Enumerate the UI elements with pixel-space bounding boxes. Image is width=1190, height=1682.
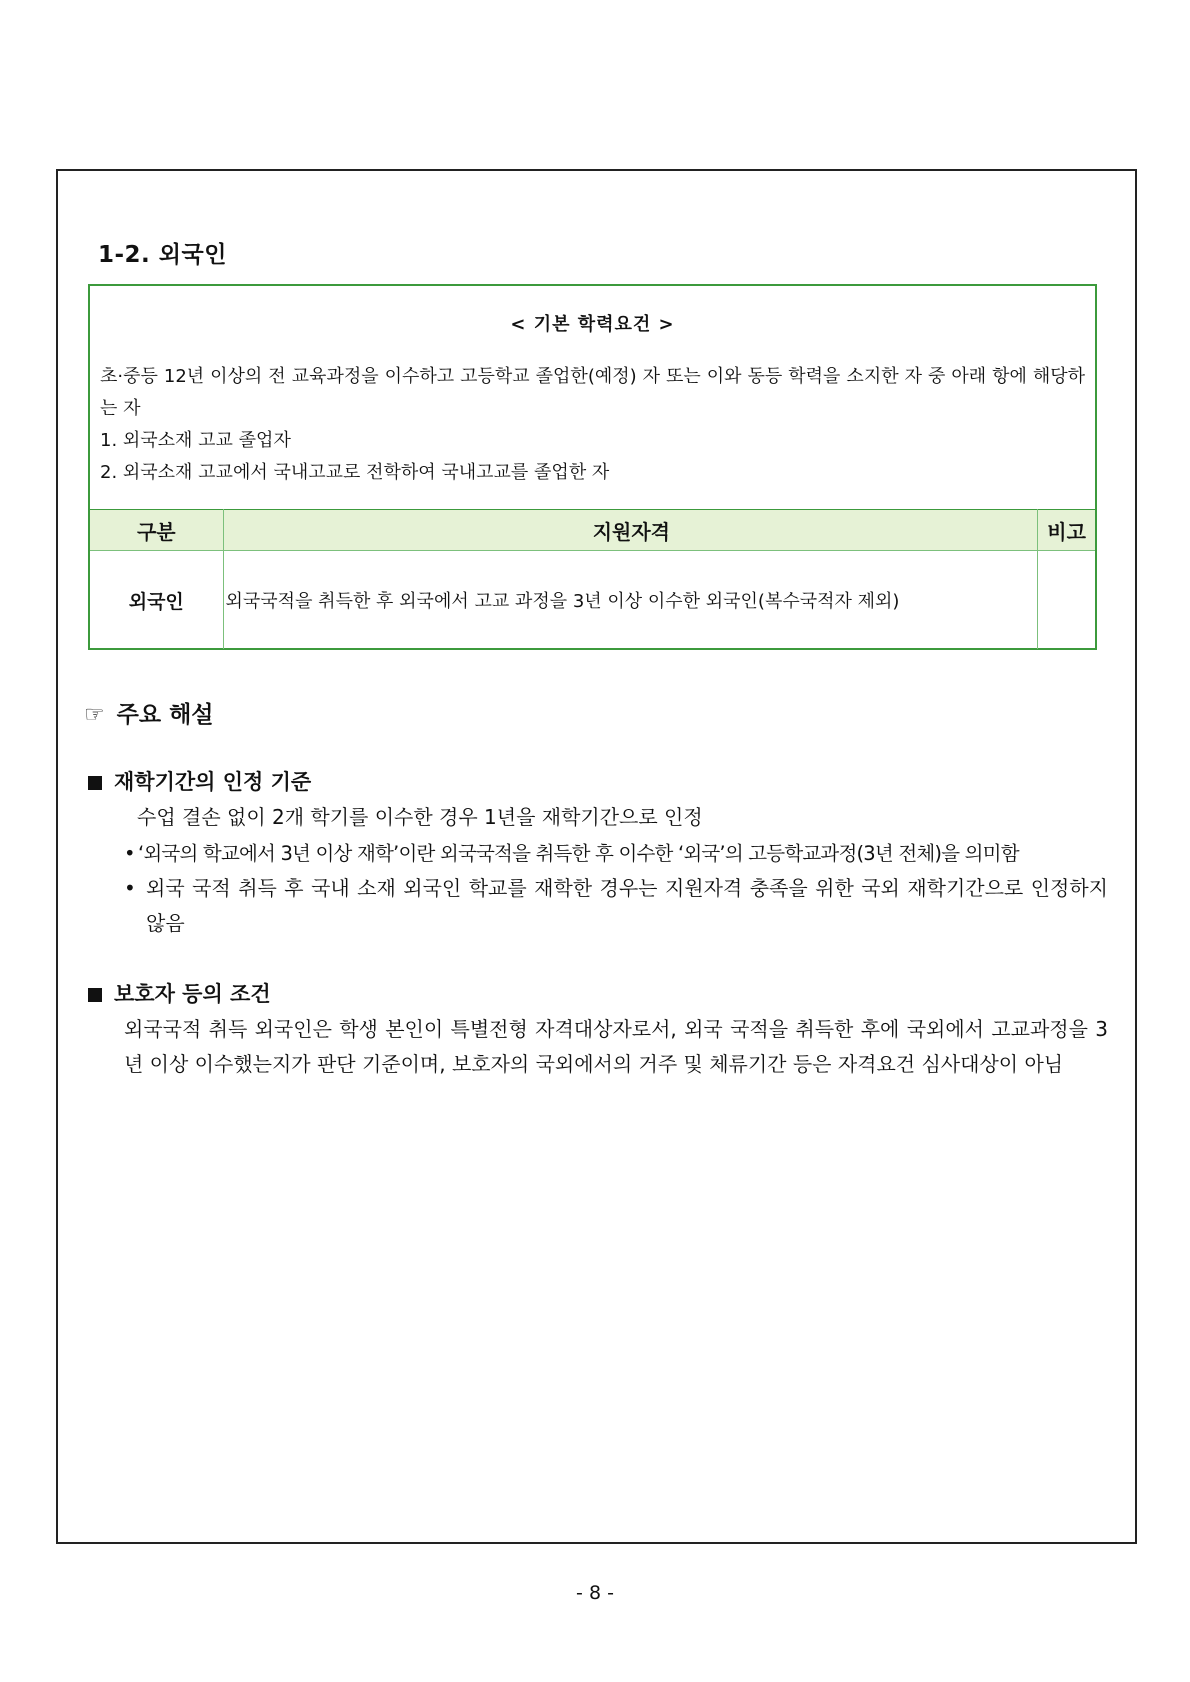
- bullet-dot: •: [124, 876, 136, 900]
- table-header-row: [90, 510, 1095, 551]
- cell-category: 외국인: [90, 551, 223, 650]
- list-item: [124, 871, 1108, 941]
- requirements-heading: < 기본 학력요건 >: [510, 314, 675, 335]
- section-title: 1-2. 외국인: [98, 242, 227, 268]
- requirements-box: [88, 284, 1097, 650]
- explanation-title: [84, 696, 214, 729]
- explanation-title-text: 주요 해설: [116, 702, 214, 728]
- page-number: - 8 -: [576, 1582, 614, 1604]
- subsection-intro: 수업 결손 없이 2개 학기를 이수한 경우 1년을 재학기간으로 인정: [137, 805, 703, 829]
- column-header-note: 비고: [1038, 510, 1095, 551]
- square-bullet-icon: [88, 776, 102, 790]
- list-item: [124, 836, 1124, 871]
- subsection-title-text: 보호자 등의 조건: [114, 982, 271, 1006]
- bullet-dot: •: [124, 842, 135, 865]
- cell-qualification: 외국국적을 취득한 후 외국에서 고교 과정을 3년 이상 이수한 외국인(복수국적자 제외): [223, 551, 1038, 650]
- list-item-text: ‘외국의 학교에서 3년 이상 재학’이란 외국국적을 취득한 후 이수한 ‘외국’의 고등학교과정(3년 전체)을 의미함: [138, 842, 1019, 865]
- subsection-body: 외국국적 취득 외국인은 학생 본인이 특별전형 자격대상자로서, 외국 국적을 취득한 후에 국외에서 고교과정을 3년 이상 이수했는지가 판단 기준이며, 보호자의 국외에서의 거주 및 체류기간 등은 자격요건 심사대상이 아님: [124, 1017, 1108, 1076]
- requirement-item: 2. 외국소재 고교에서 국내고교로 전학하여 국내고교를 졸업한 자: [100, 462, 610, 483]
- subsection-title-guardian: [88, 978, 271, 1008]
- square-bullet-icon: [88, 988, 102, 1002]
- qualification-table: [90, 509, 1095, 649]
- list-item-text: 외국 국적 취득 후 국내 소재 외국인 학교를 재학한 경우는 지원자격 충족을 위한 국외 재학기간으로 인정하지 않음: [146, 876, 1108, 935]
- subsection-title-text: 재학기간의 인정 기준: [114, 770, 312, 794]
- subsection-title-enrollment: [88, 766, 311, 796]
- table-row: [90, 551, 1095, 650]
- pointing-hand-icon: ☞: [84, 702, 105, 728]
- requirements-description-block: [100, 361, 1085, 489]
- requirement-item: 1. 외국소재 고교 졸업자: [100, 430, 291, 451]
- column-header-qualification: 지원자격: [223, 510, 1038, 551]
- cell-note: [1038, 551, 1095, 650]
- requirements-description: 초·중등 12년 이상의 전 교육과정을 이수하고 고등학교 졸업한(예정) 자 또는 이와 동등 학력을 소지한 자 중 아래 항에 해당하는 자: [100, 366, 1085, 419]
- column-header-category: 구분: [90, 510, 223, 551]
